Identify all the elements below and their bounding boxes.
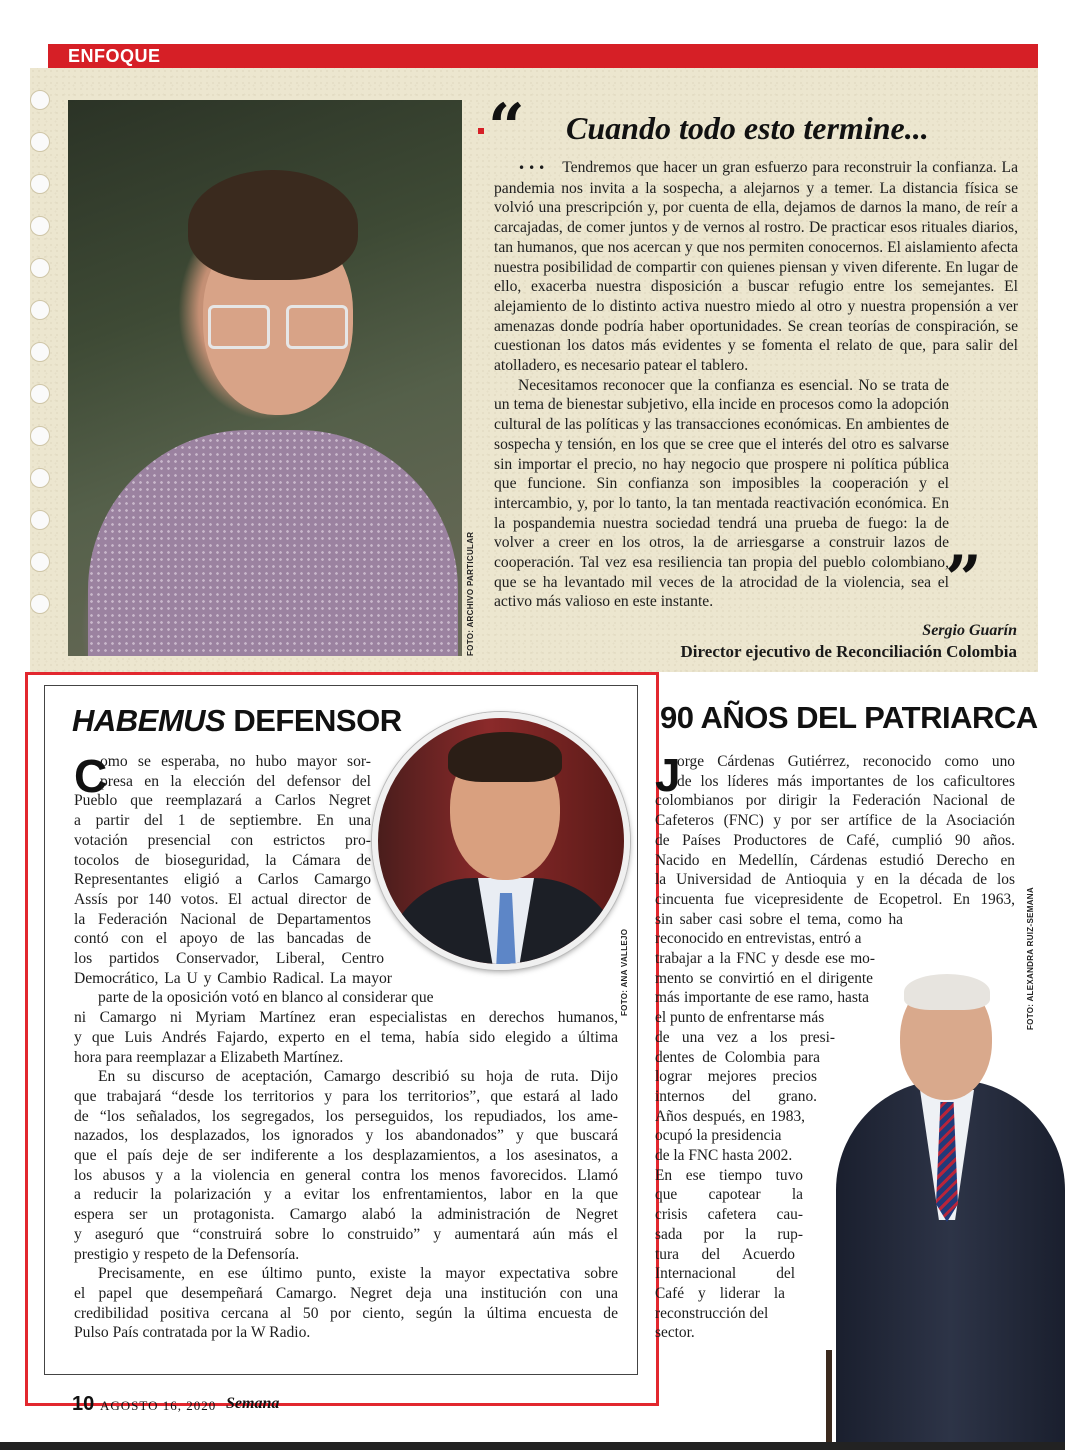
- text-line: espera ser un protagonista. Camargo alabó la administración de Negret: [74, 1206, 618, 1224]
- text-line: ni Camargo ni Myriam Martínez eran especialistas en derechos humanos,: [74, 1009, 618, 1027]
- section-label: ENFOQUE: [68, 46, 161, 66]
- patriarca-title: 90 AÑOS DEL PATRIARCA: [660, 700, 1038, 735]
- habemus-title: HABEMUS DEFENSOR: [72, 703, 402, 738]
- text-line: colombianos por dirigir la Federación Nacional de: [655, 792, 1015, 810]
- author-name: Sergio Guarín: [922, 622, 1017, 639]
- text-line: que capotear la: [655, 1186, 803, 1204]
- text-line: y aseguró que “construirá sobre lo construido” y aumentará aún más el: [74, 1225, 618, 1243]
- photo-credit-ruiz: FOTO: ALEXANDRA RUIZ-SEMANA: [1026, 887, 1035, 1030]
- text-line: de Países Productores de Café, cumplió 90 años.: [655, 831, 1015, 849]
- text-line: de la FNC hasta 2002.: [655, 1147, 793, 1165]
- text-line: sin saber casi sobre el tema, como ha: [655, 910, 903, 928]
- opinion-body: [494, 158, 1018, 617]
- text-line: a partir del 1 de septiembre. En una: [74, 812, 371, 830]
- text-line: reconstrucción del: [655, 1304, 769, 1322]
- opinion-paragraph: ••• Tendremos que hacer un gran esfuerzo para reconstruir la confianza. La pandemia nos invita a la sospecha, a alejarnos y a temer. La distancia física se volvió una prescripción y, por cuenta de ella, dejamos de darnos la mano, de reír a carcajadas, de comer juntos y de vernos al rostro. De practicar esos rituales diarios, tan humanos, que nos acercan y que nos permiten conocernos. El aislamiento afecta nuestra posibilidad de compartir con quienes piensan y viven diferente. En lugar de ello, exacerba nuestra disposición a buscar refugio entre los semejantes. El alejamiento de lo distinto activa nuestro miedo al otro y nuestra propensión a ver amenazas donde podría haber oportunidades. Se crean teorías de conspiración, se cuestionan los datos más evidentes y se fomenta el relato de que, para salir del atolladero, es necesario patear el tablero.: [494, 159, 1018, 375]
- red-marker: [478, 128, 484, 134]
- bullets-icon: •••: [518, 161, 549, 175]
- text-line: trabajar a la FNC y desde ese mo-: [655, 950, 875, 968]
- bottom-bar: [0, 1442, 1065, 1450]
- text-line: mento se convirtió en el dirigente: [655, 969, 873, 987]
- text-line: que el país deje de ser indiferente a los desplazamientos, a los asesinatos, a: [74, 1147, 618, 1165]
- close-quote-icon: ”: [945, 542, 982, 617]
- text-line: el papel que desempeñará Camargo. Negret deja una institución con una: [74, 1284, 618, 1302]
- text-line: nazados, los desplazados, los ignorados y los abandonados” y que buscará: [74, 1127, 618, 1145]
- text-line: los partidos Conservador, Liberal, Centro: [74, 950, 384, 968]
- text-line: y que Luis Andrés Fajardo, experto en el tema, había sido elegido a última: [74, 1028, 618, 1046]
- text-line: de los líderes más importantes de los caficultores: [677, 772, 1015, 790]
- text-line: el punto de enfrentarse más: [655, 1009, 825, 1027]
- text-line: crisis cafetera cau-: [655, 1206, 803, 1224]
- text-line: internos del grano.: [655, 1087, 817, 1105]
- photo-credit-archivo: FOTO: ARCHIVO PARTICULAR: [466, 531, 475, 656]
- text-line: contó con el apoyo de las bancadas de: [74, 930, 371, 948]
- text-line: Pueblo que reemplazará a Carlos Negret: [74, 792, 371, 810]
- text-line: prestigio y respeto de la Defensoría.: [74, 1245, 300, 1263]
- text-line: Internacional del: [655, 1265, 795, 1283]
- text-line: presa en la elección del defensor del: [100, 772, 371, 790]
- text-line: a reducir la polarización y a evitar los enfrentamientos, labor en la que: [74, 1186, 618, 1204]
- text-line: Precisamente, en ese último punto, existe la mayor expectativa sobre: [98, 1265, 618, 1283]
- text-line: parte de la oposición votó en blanco al considerar que: [98, 989, 434, 1007]
- habemus-body: [74, 752, 618, 1343]
- author-photo: [68, 100, 462, 656]
- open-quote-icon: “: [488, 90, 525, 165]
- text-line: dentes de Colombia para: [655, 1048, 820, 1066]
- text-line: lograr mejores precios: [655, 1068, 817, 1086]
- magazine-brand: Semana: [226, 1395, 280, 1412]
- author-role: Director ejecutivo de Reconciliación Colombia: [680, 642, 1017, 661]
- text-line: la Federación Nacional de Departamentos: [74, 910, 371, 928]
- text-line: orge Cárdenas Gutiérrez, reconocido como uno: [677, 753, 1015, 770]
- text-line: de “los señalados, los segregados, los perseguidos, los repudiados, los ame-: [74, 1107, 618, 1125]
- text-line: Democrático, La U y Cambio Radical. La mayor: [74, 969, 392, 987]
- opinion-paragraph: Necesitamos reconocer que la confianza es esencial. No se trata de un tema de bienestar subjetivo, ella incide en procesos como la adopción cultural de las políticas y las transacciones económicas. En ambientes de sospecha y tensión, en los que se cree que el interés del otro es salvarse sin importar el precio, no hay negocio que prospere ni política pública que funcione. Sin confianza son imposibles la cooperación y el intercambio, y, por lo tanto, la tan mentada reactivación económica. En la pospandemia nuestra sociedad tendrá una prueba de fuego: la de volver a creer en los otros, la de arriesgarse a construir lazos de cooperación. Tal vez esa resiliencia tan propia del pueblo colombiano, que se ha levantado mil veces de la atrocidad de la violencia, sea el activo más valioso en este instante.: [494, 376, 949, 611]
- text-line: cincuenta fue vicepresidente de Ecopetrol. En 1963,: [655, 890, 1015, 908]
- text-line: que trabajará “desde los territorios y para los territorios”, que estará al lado: [74, 1087, 618, 1105]
- text-line: Años después, en 1983,: [655, 1107, 805, 1125]
- text-line: la Universidad de Antioquia y en la década de los: [655, 871, 1015, 889]
- dropcap: J: [655, 749, 681, 801]
- section-tab: [48, 44, 1038, 68]
- opinion-title: Cuando todo esto termine...: [566, 110, 929, 146]
- text-line: En su discurso de aceptación, Camargo describió su hoja de ruta. Dijo: [98, 1068, 618, 1086]
- text-line: más importante de ese ramo, hasta: [655, 989, 869, 1007]
- patriarca-body: [655, 749, 1015, 1343]
- text-line: reconocido en entrevistas, entró a: [655, 930, 862, 948]
- text-line: sada por la rup-: [655, 1225, 803, 1243]
- text-line: omo se esperaba, no hubo mayor sor-: [100, 753, 371, 770]
- text-line: de una vez a los presi-: [655, 1028, 835, 1046]
- page-number: 10: [72, 1393, 95, 1415]
- text-line: los abusos y a la violencia en general contra los menos favorecidos. Llamó: [74, 1166, 618, 1184]
- text-line: Café y liderar la: [655, 1284, 785, 1302]
- text-line: credibilidad positiva cercana al 50 por ciento, según la última encuesta de: [74, 1304, 618, 1322]
- text-line: Assís por 140 votos. El actual director de: [74, 890, 371, 908]
- text-line: sector.: [655, 1324, 695, 1342]
- text-line: Pulso País contratada por la W Radio.: [74, 1324, 311, 1342]
- photo-credit-vallejo: FOTO: ANA VALLEJO: [620, 928, 629, 1016]
- text-line: Cafeteros (FNC) y por ser artífice de la Asociación: [655, 812, 1015, 830]
- text-line: Representantes eligió a Carlos Camargo: [74, 871, 371, 889]
- text-line: tura del Acuerdo: [655, 1245, 795, 1263]
- text-line: tocolos de bioseguridad, la Cámara de: [74, 851, 371, 869]
- text-line: ocupó la presidencia: [655, 1127, 782, 1145]
- text-line: En ese tiempo tuvo: [655, 1166, 803, 1184]
- text-line: Nacido en Medellín, Cárdenas estudió Derecho en: [655, 851, 1015, 869]
- issue-date: AGOSTO 16, 2020: [100, 1398, 217, 1413]
- text-line: hora para reemplazar a Elizabeth Martínez.: [74, 1048, 344, 1066]
- notebook-rings: [30, 80, 54, 640]
- dropcap: C: [74, 750, 108, 802]
- text-line: votación presencial con estrictos pro-: [74, 831, 371, 849]
